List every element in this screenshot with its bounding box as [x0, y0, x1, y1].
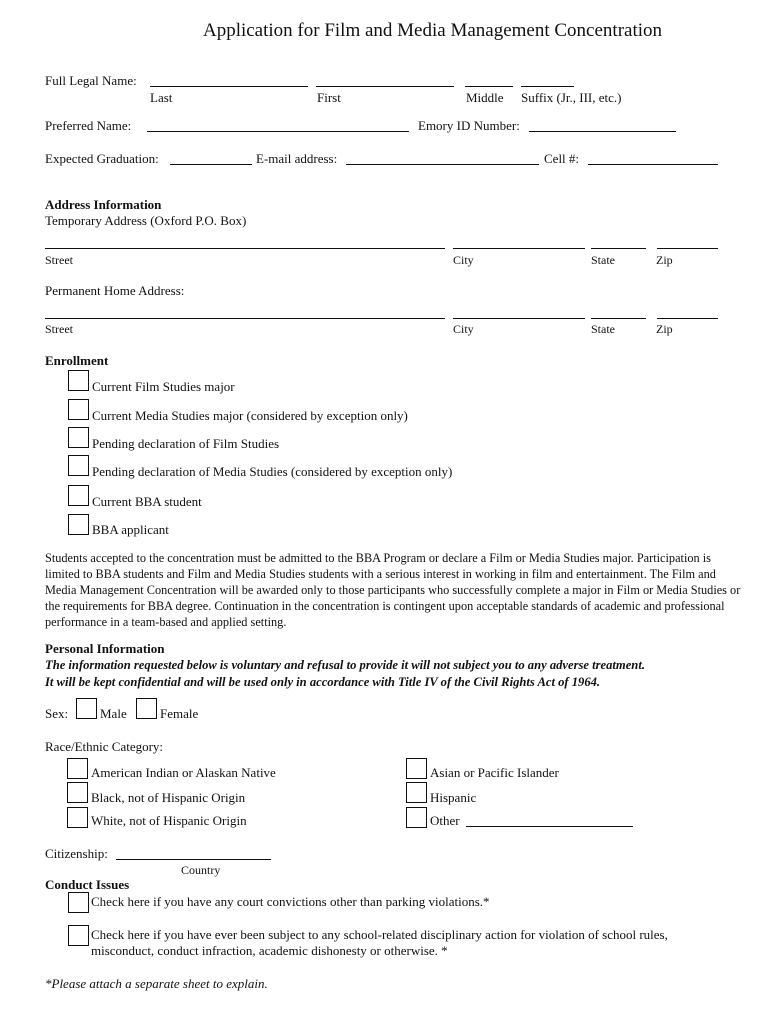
race-checkbox-white[interactable]: [67, 807, 88, 828]
enrollment-checkbox-bba-student[interactable]: [68, 485, 89, 506]
perm-city-field[interactable]: [453, 318, 585, 319]
country-sublabel: Country: [181, 863, 221, 877]
email-field[interactable]: [346, 164, 539, 165]
emory-id-field[interactable]: [529, 131, 676, 132]
enrollment-option-label: Current Media Studies major (considered by exception only): [92, 408, 408, 423]
full-name-label: Full Legal Name:: [45, 73, 137, 88]
middle-name-field[interactable]: [465, 86, 513, 87]
race-other-field[interactable]: [466, 826, 633, 827]
enrollment-checkbox-pending-media[interactable]: [68, 455, 89, 476]
address-heading: Address Information: [45, 197, 162, 212]
enrollment-checkbox-film-major[interactable]: [68, 370, 89, 391]
perm-zip-field[interactable]: [657, 318, 718, 319]
emory-id-label: Emory ID Number:: [418, 118, 520, 133]
enrollment-checkbox-pending-film[interactable]: [68, 427, 89, 448]
temp-zip-label: Zip: [656, 253, 673, 267]
cell-label: Cell #:: [544, 151, 580, 166]
enrollment-checkbox-bba-applicant[interactable]: [68, 514, 89, 535]
footnote: *Please attach a separate sheet to explain.: [45, 976, 268, 991]
sex-male-label: Male: [100, 706, 127, 721]
disclaimer-line-1: The information requested below is voluntary and refusal to provide it will not subject you to any adverse treatment.: [45, 658, 645, 672]
enrollment-option-label: Pending declaration of Media Studies (considered by exception only): [92, 464, 453, 479]
race-option-label: American Indian or Alaskan Native: [91, 765, 276, 780]
last-sublabel: Last: [150, 90, 173, 105]
conduct-convictions-label: Check here if you have any court convictions other than parking violations.*: [91, 894, 490, 909]
conduct-checkbox-convictions[interactable]: [68, 892, 89, 913]
race-checkbox-asian[interactable]: [406, 758, 427, 779]
race-checkbox-hispanic[interactable]: [406, 782, 427, 803]
race-label: Race/Ethnic Category:: [45, 739, 164, 754]
race-option-label: Other: [430, 813, 460, 828]
graduation-label: Expected Graduation:: [45, 151, 159, 166]
temp-street-field[interactable]: [45, 248, 445, 249]
race-checkbox-other[interactable]: [406, 807, 427, 828]
enrollment-option-label: Current BBA student: [92, 494, 202, 509]
enrollment-option-label: BBA applicant: [92, 522, 169, 537]
race-option-label: Hispanic: [430, 790, 477, 805]
race-option-label: Asian or Pacific Islander: [430, 765, 559, 780]
email-label: E-mail address:: [256, 151, 338, 166]
enrollment-checkbox-media-major[interactable]: [68, 399, 89, 420]
race-option-label: White, not of Hispanic Origin: [91, 813, 247, 828]
temp-zip-field[interactable]: [657, 248, 718, 249]
perm-street-field[interactable]: [45, 318, 445, 319]
suffix-sublabel: Suffix (Jr., III, etc.): [521, 90, 622, 105]
conduct-checkbox-disciplinary[interactable]: [68, 925, 89, 946]
temporary-address-label: Temporary Address (Oxford P.O. Box): [45, 213, 247, 228]
enrollment-option-label: Current Film Studies major: [92, 379, 235, 394]
cell-field[interactable]: [588, 164, 718, 165]
temp-city-field[interactable]: [453, 248, 585, 249]
personal-heading: Personal Information: [45, 641, 165, 656]
citizenship-field[interactable]: [116, 859, 271, 860]
conduct-heading: Conduct Issues: [45, 877, 130, 892]
graduation-field[interactable]: [170, 164, 252, 165]
sex-female-label: Female: [160, 706, 199, 721]
enrollment-heading: Enrollment: [45, 353, 109, 368]
perm-street-label: Street: [45, 322, 73, 336]
page-title: Application for Film and Media Management Concentration: [202, 20, 663, 41]
perm-city-label: City: [453, 322, 474, 336]
permanent-address-label: Permanent Home Address:: [45, 283, 185, 298]
perm-state-label: State: [591, 322, 615, 336]
citizenship-label: Citizenship:: [45, 846, 108, 861]
first-sublabel: First: [317, 90, 341, 105]
race-option-label: Black, not of Hispanic Origin: [91, 790, 246, 805]
enrollment-note: Students accepted to the concentration must be admitted to the BBA Program or declare a Film or Media Studies major. Participation is limited to BBA students and Film and Media Studies students with a serious interest in working in film and entertainment. The Film and Media Management Concentration will be awarded only to those participants who successfully complete a major in Film or Media Studies or the requirements for BBA degree. Continuation in the concentration is contingent upon acceptable standards of academic and professional performance in a team-based and applied setting.: [45, 551, 741, 629]
race-checkbox-american-indian[interactable]: [67, 758, 88, 779]
preferred-name-label: Preferred Name:: [45, 118, 132, 133]
temp-state-field[interactable]: [591, 248, 646, 249]
race-checkbox-black[interactable]: [67, 782, 88, 803]
sex-female-checkbox[interactable]: [136, 698, 157, 719]
perm-state-field[interactable]: [591, 318, 646, 319]
temp-state-label: State: [591, 253, 615, 267]
suffix-field[interactable]: [521, 86, 574, 87]
perm-zip-label: Zip: [656, 322, 673, 336]
sex-label: Sex:: [45, 706, 69, 721]
disclaimer-line-2: It will be kept confidential and will be used only in accordance with Title IV of the Civil Rights Act of 1964.: [45, 675, 601, 689]
last-name-field[interactable]: [150, 86, 308, 87]
preferred-name-field[interactable]: [147, 131, 409, 132]
middle-sublabel: Middle: [466, 90, 504, 105]
temp-street-label: Street: [45, 253, 73, 267]
sex-male-checkbox[interactable]: [76, 698, 97, 719]
conduct-disciplinary-label: Check here if you have ever been subject to any school-related disciplinary action for violation of school rules, misconduct, conduct infraction, academic dishonesty or otherwise. *: [91, 927, 668, 958]
temp-city-label: City: [453, 253, 474, 267]
enrollment-option-label: Pending declaration of Film Studies: [92, 436, 280, 451]
first-name-field[interactable]: [316, 86, 454, 87]
